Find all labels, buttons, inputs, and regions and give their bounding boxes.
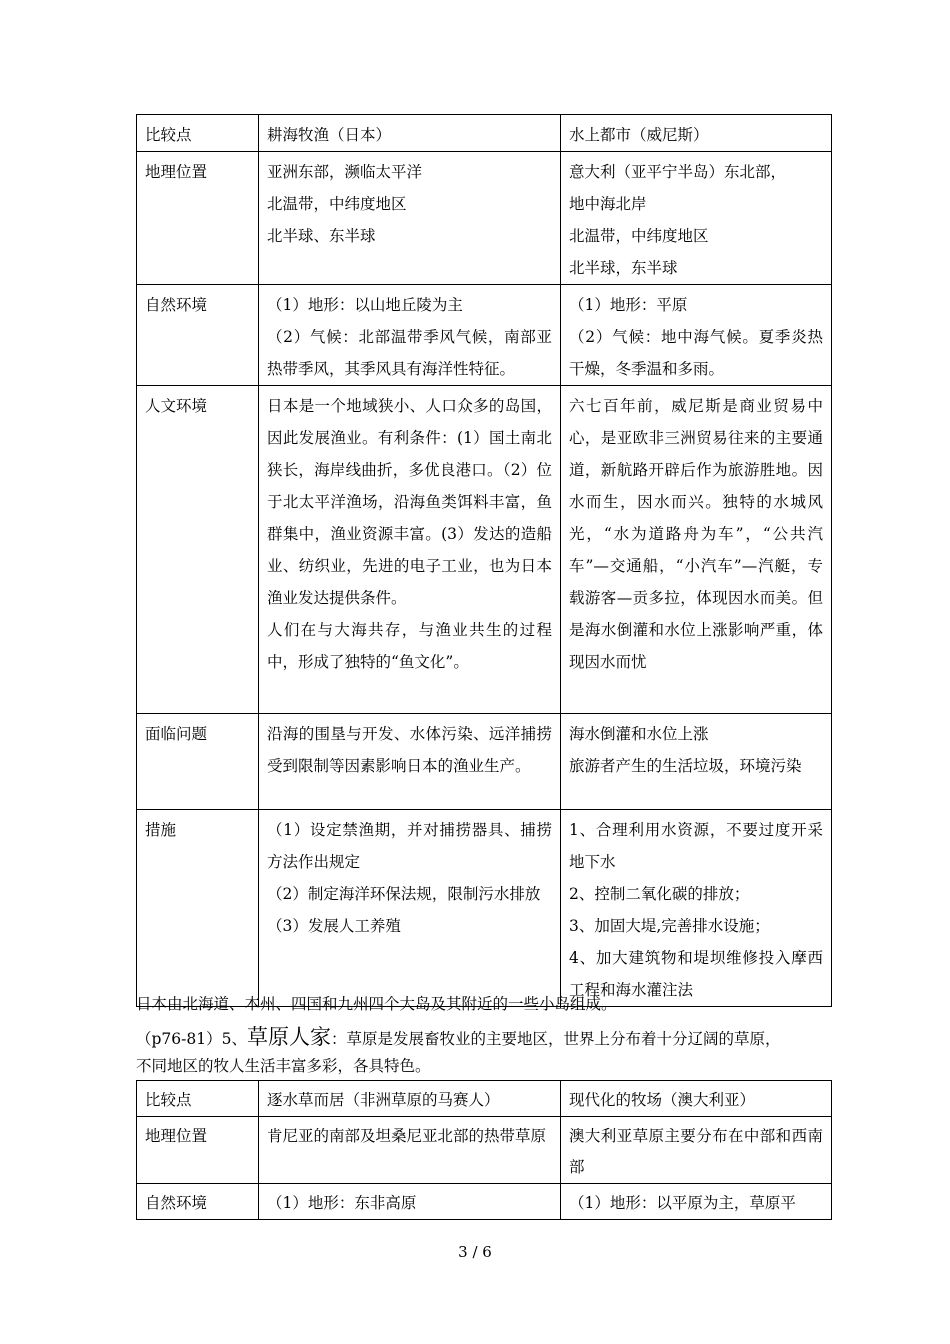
table-row	[137, 1184, 832, 1220]
table-cell	[259, 714, 561, 810]
header-cell: 比较点	[137, 115, 259, 152]
comparison-table-japan-venice	[136, 114, 832, 1007]
row-label: 人文环境	[137, 386, 259, 714]
table-cell	[561, 386, 832, 714]
cell-paragraph: 六七百年前，威尼斯是商业贸易中心，是亚欧非三洲贸易往来的主要通道，新航路开辟后作为旅游胜地。因水而生，因水而兴。独特的水城风光，“水为道路舟为车”，“公共汽车”—交通船，“小汽车”—汽艇，专载游客—贡多拉，体现因水而美。但是海水倒灌和水位上涨影响严重，体现因水而忧	[569, 397, 823, 671]
paragraph-japan-islands: 日本由北海道、本州、四国和九州四个大岛及其附近的一些小岛组成。	[136, 995, 617, 1013]
header-cell: 逐水草而居（非洲草原的马赛人）	[259, 1081, 561, 1117]
table-header-row	[137, 115, 832, 152]
table-row	[137, 714, 832, 810]
cell-line: （1）地形：以平原为主，草原平	[569, 1194, 796, 1212]
row-label: 地理位置	[137, 1117, 259, 1184]
cell-line: 地中海北岸	[569, 195, 647, 213]
cell-line: 1、合理利用水资源，不要过度开采地下水	[569, 821, 823, 871]
cell-paragraph: 沿海的围垦与开发、水体污染、远洋捕捞受到限制等因素影响日本的渔业生产。	[267, 725, 552, 775]
cell-line: 意大利（亚平宁半岛）东北部，	[569, 163, 787, 181]
cell-line: （2）气候：地中海气候。夏季炎热干燥，冬季温和多雨。	[569, 328, 823, 378]
header-cell: 现代化的牧场（澳大利亚）	[561, 1081, 832, 1117]
cell-paragraph: 人们在与大海共存，与渔业共生的过程中，形成了独特的“鱼文化”。	[267, 621, 552, 671]
comparison-table-grassland	[136, 1080, 832, 1220]
cell-line: （2）制定海洋环保法规，限制污水排放	[267, 885, 541, 903]
cell-line: 3、加固大堤,完善排水设施；	[569, 917, 770, 935]
cell-line: 旅游者产生的生活垃圾，环境污染	[569, 757, 802, 775]
table-cell	[259, 810, 561, 1007]
table-header-row	[137, 1081, 832, 1117]
section-intro-continued: 不同地区的牧人生活丰富多彩，各具特色。	[136, 1057, 431, 1075]
cell-line: 亚洲东部，濒临太平洋	[267, 163, 423, 181]
cell-line: （2）气候：北部温带季风气候，南部亚热带季风，其季风具有海洋性特征。	[267, 328, 552, 378]
row-label: 面临问题	[137, 714, 259, 810]
cell-line: 2、控制二氧化碳的排放；	[569, 885, 750, 903]
cell-line: 北半球、东半球	[267, 227, 376, 245]
table-cell	[561, 285, 832, 386]
cell-line: 北温带，中纬度地区	[569, 227, 709, 245]
table-cell	[561, 810, 832, 1007]
table-row	[137, 1117, 832, 1184]
table-cell	[561, 152, 832, 285]
header-cell: 水上都市（威尼斯）	[561, 115, 832, 152]
table-row	[137, 152, 832, 285]
row-label: 自然环境	[137, 285, 259, 386]
row-label: 自然环境	[137, 1184, 259, 1220]
section-intro: ：草原是发展畜牧业的主要地区，世界上分布着十分辽阔的草原，	[330, 1030, 781, 1048]
cell-paragraph: 日本是一个地域狭小、人口众多的岛国，因此发展渔业。有利条件：(1）国土南北狭长，海岸线曲折，多优良港口。（2）位于北太平洋渔场，沿海鱼类饵料丰富，鱼群集中，渔业资源丰富。(3）发达的造船业、纺织业，先进的电子工业，也为日本渔业发达提供条件。	[267, 397, 552, 607]
header-cell: 耕海牧渔（日本）	[259, 115, 561, 152]
cell-line: （1）地形：平原	[569, 296, 688, 314]
cell-line: 4、加大建筑物和堤坝维修投入摩西工程和海水灌注法	[569, 949, 823, 999]
table-cell	[561, 714, 832, 810]
row-label: 地理位置	[137, 152, 259, 285]
table-cell	[259, 1117, 561, 1184]
cell-line: 北温带，中纬度地区	[267, 195, 407, 213]
table-row	[137, 285, 832, 386]
table-cell	[259, 386, 561, 714]
cell-line: 北半球，东半球	[569, 259, 678, 277]
table-row	[137, 386, 832, 714]
cell-line: 海水倒灌和水位上涨	[569, 725, 709, 743]
table-row	[137, 810, 832, 1007]
table-cell	[259, 1184, 561, 1220]
cell-paragraph: 肯尼亚的南部及坦桑尼亚北部的热带草原	[267, 1127, 547, 1145]
section-number: （p76-81）5、	[136, 1030, 247, 1048]
cell-line: （1）地形：以山地丘陵为主	[267, 296, 463, 314]
cell-line: （1）设定禁渔期，并对捕捞器具、捕捞方法作出规定	[267, 821, 552, 871]
cell-line: （1）地形：东非高原	[267, 1194, 417, 1212]
table-cell	[561, 1184, 832, 1220]
header-cell: 比较点	[137, 1081, 259, 1117]
page-number: 3 / 6	[458, 1243, 492, 1261]
cell-paragraph: 澳大利亚草原主要分布在中部和西南部	[569, 1127, 823, 1176]
cell-line: （3）发展人工养殖	[267, 917, 401, 935]
section-title: 草原人家	[246, 1025, 331, 1049]
row-label: 措施	[137, 810, 259, 1007]
table-cell	[259, 152, 561, 285]
table-cell	[561, 1117, 832, 1184]
table-cell	[259, 285, 561, 386]
